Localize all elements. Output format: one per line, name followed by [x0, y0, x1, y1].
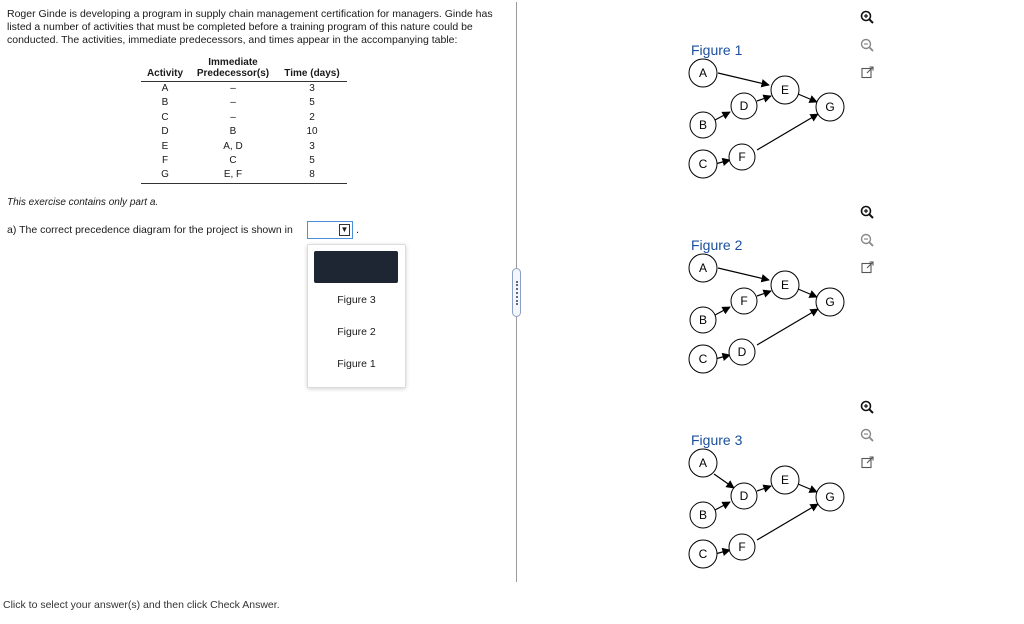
- part-note: This exercise contains only part a.: [7, 197, 159, 208]
- svg-text:F: F: [738, 540, 746, 554]
- header-activity: Activity: [141, 68, 189, 82]
- arrow-e-g: [798, 94, 817, 102]
- table-row: E A, D 3: [161, 140, 315, 152]
- svg-text:F: F: [740, 294, 748, 308]
- table-row: A – 3: [161, 83, 315, 94]
- arrow-a-e: [718, 73, 769, 85]
- figure-2-title: Figure 2: [691, 237, 743, 253]
- sentence-period: .: [356, 224, 360, 236]
- svg-text:F: F: [738, 150, 746, 164]
- header-immediate: Immediate: [208, 57, 258, 68]
- figure-2: [685, 239, 860, 429]
- footer-instruction: Click to select your answer(s) and then click Check Answer.: [3, 599, 280, 611]
- svg-text:A: A: [698, 66, 708, 80]
- header-predecessors: Predecessor(s): [189, 68, 277, 82]
- answer-select[interactable]: [307, 221, 353, 239]
- option-figure-3[interactable]: Figure 3: [337, 294, 376, 306]
- option-figure-1[interactable]: Figure 1: [337, 358, 376, 370]
- zoom-out-icon[interactable]: [857, 233, 877, 249]
- zoom-in-icon[interactable]: [857, 10, 877, 26]
- figure-1-diagram: [685, 44, 860, 194]
- arrow-b-d: [715, 112, 730, 120]
- arrow-f-g: [757, 114, 818, 150]
- figure-1: [685, 44, 860, 234]
- figure-2-diagram: [685, 239, 860, 389]
- svg-text:A: A: [698, 456, 708, 470]
- dropdown-arrow-icon[interactable]: ▼: [340, 225, 349, 234]
- svg-text:C: C: [698, 547, 708, 561]
- open-external-icon[interactable]: [857, 66, 877, 82]
- svg-text:G: G: [825, 295, 835, 309]
- table-row: C – 2: [161, 111, 315, 123]
- table-row: D B 10: [161, 126, 318, 138]
- figure-1-title: Figure 1: [691, 42, 743, 58]
- table-row: F C 5: [161, 155, 315, 167]
- open-external-icon[interactable]: [857, 456, 877, 472]
- option-figure-2[interactable]: Figure 2: [337, 326, 376, 338]
- zoom-in-icon[interactable]: [857, 400, 877, 416]
- answer-dropdown-menu: [307, 244, 406, 388]
- activity-table: [141, 57, 347, 184]
- header-time: Time (days): [277, 68, 347, 82]
- table-row: B – 5: [161, 97, 315, 109]
- svg-text:E: E: [780, 278, 790, 292]
- svg-text:B: B: [698, 508, 708, 522]
- svg-text:C: C: [698, 157, 708, 171]
- figure-3-title: Figure 3: [691, 432, 743, 448]
- svg-text:A: A: [698, 261, 708, 275]
- svg-text:B: B: [698, 313, 708, 327]
- zoom-in-icon[interactable]: [857, 205, 877, 221]
- svg-text:D: D: [739, 489, 749, 503]
- table-row: G E, F 8: [141, 168, 347, 183]
- intro-text: Roger Ginde is developing a program in supply chain management certification for managers. Ginde has listed a number of activities that must be completed before a training program of this nature could be conducted. The activities, immediate predecessors, and times appear in the accompanying table:: [7, 8, 493, 46]
- panel-splitter-handle[interactable]: [512, 268, 521, 317]
- question-panel: [0, 0, 516, 611]
- zoom-out-icon[interactable]: [857, 38, 877, 54]
- svg-text:E: E: [780, 83, 790, 97]
- dropdown-highlighted-blank-option[interactable]: [314, 251, 398, 283]
- svg-text:D: D: [737, 345, 747, 359]
- open-external-icon[interactable]: [857, 261, 877, 277]
- figure-3-diagram: [685, 434, 860, 584]
- arrow-d-e: [757, 96, 771, 101]
- svg-text:G: G: [825, 490, 835, 504]
- svg-text:B: B: [698, 118, 708, 132]
- svg-text:D: D: [739, 99, 749, 113]
- figure-3: [685, 434, 860, 624]
- zoom-out-icon[interactable]: [857, 428, 877, 444]
- svg-text:E: E: [780, 473, 790, 487]
- question-text: a) The correct precedence diagram for the project is shown in: [7, 224, 293, 236]
- svg-text:C: C: [698, 352, 708, 366]
- svg-text:G: G: [825, 100, 835, 114]
